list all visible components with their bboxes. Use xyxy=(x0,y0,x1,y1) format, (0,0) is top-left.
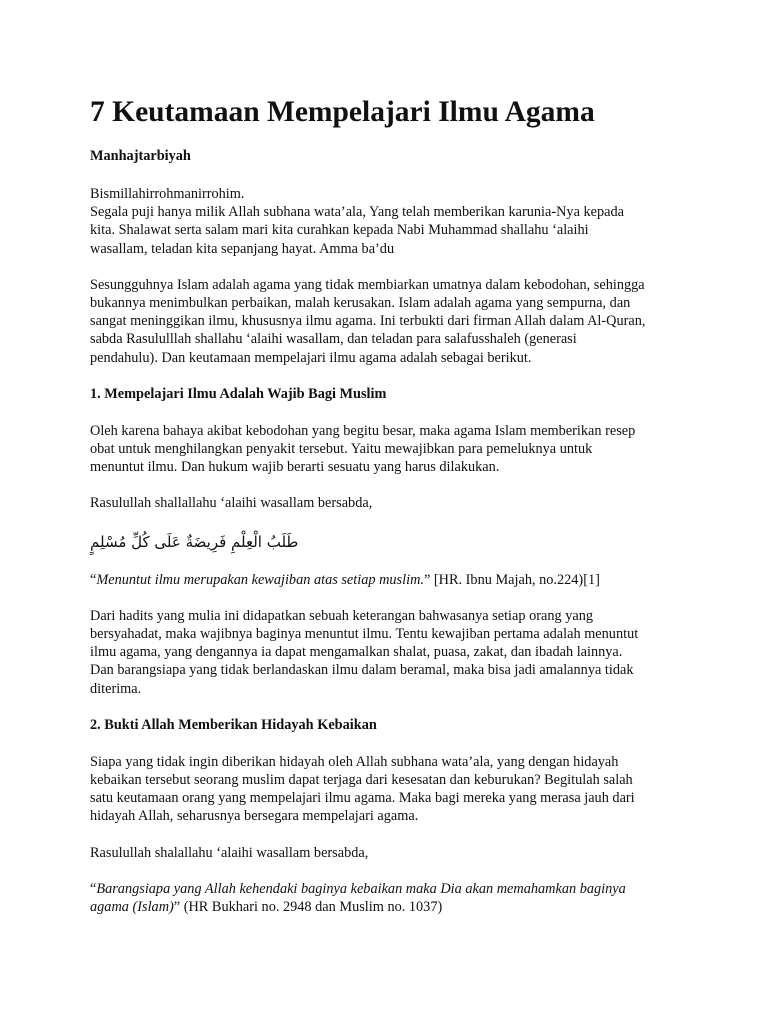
paragraph-line: obat untuk menghilangkan penyakit tersebut. Yaitu mewajibkan para pemeluknya untuk xyxy=(90,441,593,458)
quote-open-mark: “ xyxy=(90,880,97,897)
arabic-hadith: طَلَبُ الْعِلْمِ فَرِيضَةٌ عَلَى كُلِّ مُسْلِمٍ xyxy=(90,532,299,551)
quote-citation: ” [HR. Ibnu Majah, no.224)[1] xyxy=(423,571,600,588)
paragraph-line: menuntut ilmu. Dan hukum wajib berarti sesuatu yang harus dilakukan. xyxy=(90,459,500,476)
intro-line: kita. Shalawat serta salam mari kita curahkan kepada Nabi Muhammad shallahu ‘alaihi xyxy=(90,222,589,239)
section-2-paragraph xyxy=(90,753,690,826)
section-2-rasul-line: Rasulullah shalallahu ‘alaihi wasallam bersabda, xyxy=(90,844,369,861)
section-2-heading: 2. Bukti Allah Memberikan Hidayah Kebaikan xyxy=(90,716,377,733)
quote-open-mark: “ xyxy=(90,571,97,588)
paragraph-line: sabda Rasululllah shallahu ‘alaihi wasallam, dan teladan para salafusshaleh (generasi xyxy=(90,331,577,348)
quote-italic-text: Barangsiapa yang Allah kehendaki baginya kebaikan maka Dia akan memahamkan baginya xyxy=(96,880,626,897)
paragraph-line: Siapa yang tidak ingin diberikan hidayah oleh Allah subhana wata’ala, yang dengan hidayah xyxy=(90,753,619,770)
quote-italic-text: Menuntut ilmu merupakan kewajiban atas setiap muslim. xyxy=(96,571,424,588)
paragraph-line: diterima. xyxy=(90,680,142,697)
section-1-quote xyxy=(90,571,690,589)
intro-line: Bismillahirrohmanirrohim. xyxy=(90,186,245,202)
paragraph-line: sangat meninggikan ilmu, khususnya ilmu agama. Ini terbukti dari firman Allah dalam Al-Quran, xyxy=(90,313,646,330)
paragraph-line: kebaikan tersebut seorang muslim dapat terjaga dari kesesatan dan keburukan? Begitulah salah xyxy=(90,772,633,789)
paragraph-line: bersyahadat, maka wajibnya baginya menuntut ilmu. Tentu kewajiban pertama adalah menuntut xyxy=(90,626,639,643)
paragraph-line: satu keutamaan orang yang mempelajari ilmu agama. Maka bagi mereka yang merasa jauh dari xyxy=(90,790,635,807)
paragraph-line: pendahulu). Dan keutamaan mempelajari ilmu agama adalah sebagai berikut. xyxy=(90,349,532,366)
section-1-paragraph xyxy=(90,422,690,477)
quote-italic-text: agama (Islam) xyxy=(90,899,174,916)
section-1-paragraph-2 xyxy=(90,607,690,698)
paragraph-line: ilmu agama, yang dengannya ia dapat mengamalkan shalat, puasa, zakat, dan ibadah lainnya. xyxy=(90,644,623,661)
paragraph-line: hidayah Allah, seharusnya bersegara mempelajari agama. xyxy=(90,808,419,825)
document-title: 7 Keutamaan Mempelajari Ilmu Agama xyxy=(90,96,595,128)
paragraph-line: Sesungguhnya Islam adalah agama yang tidak membiarkan umatnya dalam kebodohan, sehingga xyxy=(90,276,645,293)
intro-paragraph xyxy=(90,185,690,258)
paragraph-line: Oleh karena bahaya akibat kebodohan yang begitu besar, maka agama Islam memberikan resep xyxy=(90,422,636,439)
paragraph-line: Dari hadits yang mulia ini didapatkan sebuah keterangan bahwasanya setiap orang yang xyxy=(90,607,594,624)
section-1-rasul-line: Rasulullah shallallahu ‘alaihi wasallam bersabda, xyxy=(90,495,373,512)
opening-paragraph xyxy=(90,276,690,367)
intro-line: Segala puji hanya milik Allah subhana wata’ala, Yang telah memberikan karunia-Nya kepada xyxy=(90,204,624,221)
section-2-quote xyxy=(90,880,690,916)
intro-line: wasallam, teladan kita sepanjang hayat. Amma ba’du xyxy=(90,240,395,257)
paragraph-line: Dan barangsiapa yang tidak berlandaskan ilmu dalam beramal, maka bisa jadi amalannya tidak xyxy=(90,662,634,679)
document-page xyxy=(90,94,690,934)
quote-line xyxy=(90,880,690,898)
quote-citation: ” (HR Bukhari no. 2948 dan Muslim no. 1037) xyxy=(173,899,443,916)
paragraph-line: bukannya menimbulkan perbaikan, malah kerusakan. Islam adalah agama yang sempurna, dan xyxy=(90,295,631,312)
section-1-heading: 1. Mempelajari Ilmu Adalah Wajib Bagi Muslim xyxy=(90,385,387,402)
quote-line xyxy=(90,898,690,916)
author-name: Manhajtarbiyah xyxy=(90,148,191,164)
